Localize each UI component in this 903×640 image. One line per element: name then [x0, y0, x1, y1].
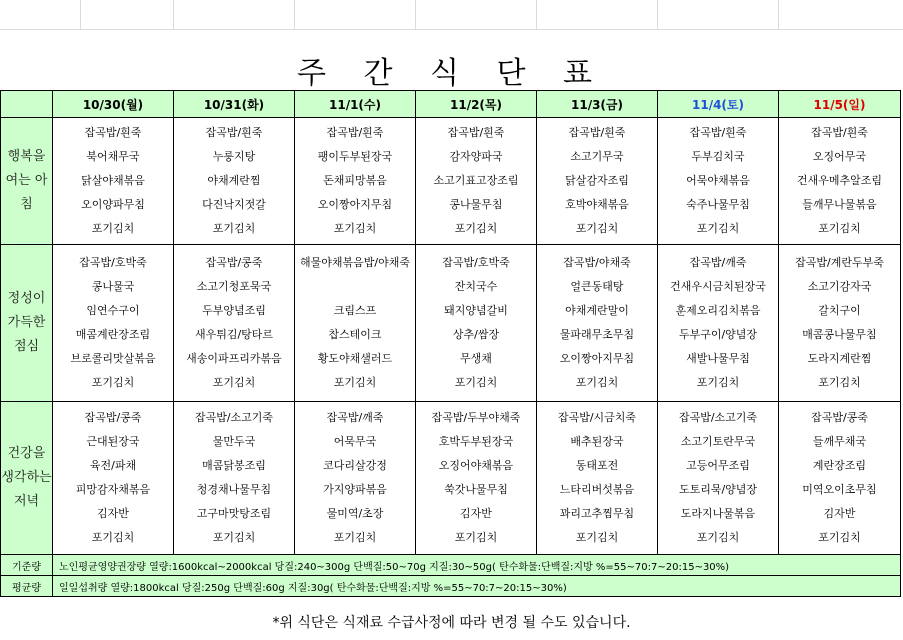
menu-item: 어묵야채볶음 — [686, 174, 750, 187]
menu-item: 잡곡밥/호박죽 — [442, 256, 510, 269]
menu-item: 야채계란찜 — [207, 174, 261, 187]
menu-item: 포기김치 — [454, 531, 498, 544]
menu-item: 오징어무국 — [812, 150, 867, 163]
menu-item: 포기김치 — [333, 531, 377, 544]
menu-item: 누룽지탕 — [212, 150, 256, 163]
menu-cell — [174, 402, 295, 555]
menu-cell — [174, 245, 295, 402]
average-intake-text: 일일섭취량 열량:1800kcal 당질:250g 단백질:60g 지질:30g( 탄수화물:단백질:지방 %=55~70:7~20:15~30%) — [53, 576, 901, 597]
menu-item: 도토리묵/양념장 — [678, 483, 758, 496]
menu-item: 포기김치 — [575, 531, 619, 544]
menu-item: 코다리살강정 — [323, 459, 387, 472]
meal-row-breakfast — [1, 118, 901, 245]
menu-item: 포기김치 — [333, 376, 377, 389]
menu-item: 근대된장국 — [86, 435, 140, 448]
day-header-row — [1, 91, 901, 118]
menu-item: 김자반 — [460, 507, 492, 520]
menu-item: 두부양념조림 — [202, 304, 266, 317]
menu-item: 김자반 — [823, 507, 856, 520]
menu-item: 포기김치 — [212, 376, 256, 389]
menu-item: 크림스프 — [333, 304, 377, 317]
menu-item: 매콤콩나물무침 — [802, 328, 877, 341]
menu-item: 소고기무국 — [570, 150, 624, 163]
menu-item: 포기김치 — [91, 531, 135, 544]
menu-item: 포기김치 — [212, 222, 256, 235]
menu-item: 잡곡밥/흰죽 — [568, 126, 626, 139]
menu-item: 잡곡밥/두부야채죽 — [431, 411, 521, 424]
menu-cell — [174, 118, 295, 245]
menu-item: 잡곡밥/깨죽 — [326, 411, 384, 424]
day-header: 10/31(화) — [174, 91, 295, 118]
day-header: 11/3(금) — [537, 91, 658, 118]
menu-item: 닭살감자조림 — [565, 174, 629, 187]
menu-cell — [53, 402, 174, 555]
menu-item: 잡곡밥/계란두부죽 — [795, 256, 884, 269]
menu-cell — [658, 402, 779, 555]
menu-item: 포기김치 — [333, 222, 377, 235]
menu-item: 포기김치 — [454, 222, 498, 235]
page-title: 주 간 식 단 표 — [296, 56, 607, 91]
meal-row-lunch — [1, 245, 901, 402]
menu-item: 잡곡밥/깨죽 — [689, 256, 747, 269]
menu-item: 포기김치 — [575, 222, 619, 235]
menu-item: 야채계란말이 — [565, 304, 629, 317]
menu-cell — [53, 118, 174, 245]
menu-item: 포기김치 — [91, 222, 135, 235]
menu-cell — [53, 245, 174, 402]
menu-item: 포기김치 — [818, 222, 861, 235]
menu-item: 감자양파국 — [449, 150, 503, 163]
menu-item: 잡곡밥/콩죽 — [811, 411, 868, 424]
menu-item: 호박두부된장국 — [438, 435, 514, 448]
meal-label-text: 행복을 여는 아침 — [5, 149, 48, 212]
menu-cell — [779, 402, 901, 555]
menu-item: 새발나물무침 — [686, 352, 750, 365]
menu-item: 포기김치 — [696, 222, 740, 235]
menu-item: 잡곡밥/흰죽 — [84, 126, 142, 139]
menu-item: 어묵무국 — [333, 435, 377, 448]
menu-item: 건새우메추알조림 — [796, 174, 882, 187]
menu-item: 고등어무조림 — [686, 459, 750, 472]
menu-item: 들깨무나물볶음 — [802, 198, 877, 211]
menu-item: 호박야채볶음 — [565, 198, 629, 211]
menu-table — [0, 90, 901, 597]
menu-item: 김자반 — [97, 507, 129, 520]
menu-item: 잡곡밥/시금치죽 — [557, 411, 637, 424]
average-intake-label: 평균량 — [1, 576, 53, 597]
menu-item: 포기김치 — [696, 376, 740, 389]
menu-cell — [295, 245, 416, 402]
menu-item: 청경채나물무침 — [196, 483, 272, 496]
menu-item: 잔치국수 — [454, 280, 498, 293]
menu-cell — [537, 402, 658, 555]
menu-item: 잡곡밥/흰죽 — [689, 126, 747, 139]
menu-item: 느타리버섯볶음 — [559, 483, 635, 496]
menu-item: 잡곡밥/흰죽 — [811, 126, 868, 139]
menu-item: 콩나물국 — [91, 280, 135, 293]
meal-row-dinner — [1, 402, 901, 555]
day-header-saturday: 11/4(토) — [658, 91, 779, 118]
menu-item: 고구마맛탕조림 — [196, 507, 272, 520]
menu-item: 잡곡밥/소고기죽 — [194, 411, 274, 424]
menu-item: 숙주나물무침 — [686, 198, 750, 211]
menu-cell — [537, 245, 658, 402]
day-header: 10/30(월) — [53, 91, 174, 118]
menu-item: 돼지양념갈비 — [444, 304, 508, 317]
menu-item: 잡곡밥/흰죽 — [447, 126, 505, 139]
menu-item: 콩나물무침 — [449, 198, 503, 211]
average-intake-row — [1, 576, 901, 597]
menu-item: 새송이파프리카볶음 — [186, 352, 282, 365]
menu-item: 배추된장국 — [570, 435, 624, 448]
menu-cell — [416, 245, 537, 402]
menu-item: 오이양파무침 — [81, 198, 145, 211]
menu-item: 계란장조림 — [812, 459, 867, 472]
day-header: 11/1(수) — [295, 91, 416, 118]
menu-item: 포기김치 — [575, 376, 619, 389]
menu-item: 포기김치 — [696, 531, 740, 544]
menu-item: 훈제오리김치볶음 — [675, 304, 761, 317]
meal-label-breakfast — [1, 118, 53, 245]
menu-item: 물미역/초장 — [326, 507, 384, 520]
menu-item: 포기김치 — [818, 531, 861, 544]
menu-item: 오이짱아지무침 — [317, 198, 393, 211]
menu-item: 소고기토란무국 — [680, 435, 756, 448]
meal-label-lunch — [1, 245, 53, 402]
menu-item: 갈치구이 — [818, 304, 861, 317]
menu-item: 포기김치 — [91, 376, 135, 389]
menu-item: 돈채피망볶음 — [323, 174, 387, 187]
menu-item: 새우튀김/탕타르 — [194, 328, 274, 341]
menu-item: 오징어야채볶음 — [438, 459, 514, 472]
menu-item: 잡곡밥/야채죽 — [563, 256, 631, 269]
menu-item: 피망감자채볶음 — [75, 483, 151, 496]
menu-item: 두부구이/양념장 — [678, 328, 758, 341]
menu-item: 도라지계란찜 — [807, 352, 872, 365]
menu-item: 잡곡밥/호박죽 — [79, 256, 147, 269]
corner-cell — [1, 91, 53, 118]
menu-item: 건새우시금치된장국 — [670, 280, 766, 293]
menu-item: 포기김치 — [454, 376, 498, 389]
menu-cell — [658, 118, 779, 245]
menu-cell — [537, 118, 658, 245]
meal-label-text: 건강을 생각하는 저녁 — [1, 446, 52, 509]
menu-item: 두부김치국 — [691, 150, 745, 163]
meal-label-dinner — [1, 402, 53, 555]
standard-intake-row — [1, 555, 901, 576]
day-header: 11/2(목) — [416, 91, 537, 118]
menu-item: 미역오이초무침 — [802, 483, 877, 496]
menu-item: 브로콜리맛살볶음 — [70, 352, 156, 365]
menu-item: 물파래무초무침 — [559, 328, 635, 341]
menu-item: 임연수구이 — [86, 304, 140, 317]
menu-item: 동태포전 — [575, 459, 619, 472]
menu-item: 해물야채볶음밥/야채죽 — [300, 256, 410, 269]
menu-item: 물만두국 — [212, 435, 256, 448]
menu-item: 찹스테이크 — [328, 328, 382, 341]
menu-cell — [779, 245, 901, 402]
menu-item: 상추/쌈장 — [452, 328, 500, 341]
menu-item: 소고기청포묵국 — [196, 280, 272, 293]
menu-cell — [658, 245, 779, 402]
menu-item: 잡곡밥/흰죽 — [205, 126, 263, 139]
menu-item: 육전/파채 — [89, 459, 137, 472]
standard-intake-text: 노인평균영양권장량 열량:1600kcal~2000kcal 당질:240~300g 단백질:50~70g 지질:30~50g( 탄수화물:단백질:지방 %=55~70:7~20:15~30%) — [53, 555, 901, 576]
menu-cell — [779, 118, 901, 245]
standard-intake-label: 기준량 — [1, 555, 53, 576]
menu-cell — [295, 118, 416, 245]
day-header-sunday: 11/5(일) — [779, 91, 901, 118]
menu-item: 다진낙지젓갈 — [202, 198, 266, 211]
menu-item: 매콤닭봉조림 — [202, 459, 266, 472]
menu-item: 포기김치 — [818, 376, 861, 389]
menu-item: 꽈리고추찜무침 — [559, 507, 635, 520]
menu-item: 잡곡밥/콩죽 — [84, 411, 142, 424]
meal-label-text: 정성이 가득한 점심 — [7, 291, 46, 354]
menu-item: 잡곡밥/흰죽 — [326, 126, 384, 139]
menu-cell — [416, 402, 537, 555]
menu-item: 소고기감자국 — [807, 280, 872, 293]
menu-item — [295, 275, 415, 299]
menu-item: 황도야채샐러드 — [317, 352, 393, 365]
menu-item: 매콤계란장조림 — [75, 328, 151, 341]
menu-item: 쑥갓나물무침 — [444, 483, 508, 496]
menu-item: 도라지나물볶음 — [680, 507, 756, 520]
menu-item: 팽이두부된장국 — [317, 150, 393, 163]
menu-item: 포기김치 — [212, 531, 256, 544]
menu-item: 얼큰동태탕 — [570, 280, 624, 293]
menu-cell — [295, 402, 416, 555]
menu-item: 잡곡밥/콩죽 — [205, 256, 263, 269]
menu-item: 잡곡밥/소고기죽 — [678, 411, 758, 424]
menu-item: 오이짱아지무침 — [559, 352, 635, 365]
footer-note: *위 식단은 식재료 수급사정에 따라 변경 될 수도 있습니다. — [272, 615, 631, 631]
menu-item: 닭살야채볶음 — [81, 174, 145, 187]
menu-item: 가지양파볶음 — [323, 483, 387, 496]
menu-item: 무생채 — [460, 352, 492, 365]
menu-item: 들깨무채국 — [812, 435, 867, 448]
menu-item: 북어채무국 — [86, 150, 140, 163]
menu-cell — [416, 118, 537, 245]
menu-item: 소고기표고장조림 — [433, 174, 519, 187]
